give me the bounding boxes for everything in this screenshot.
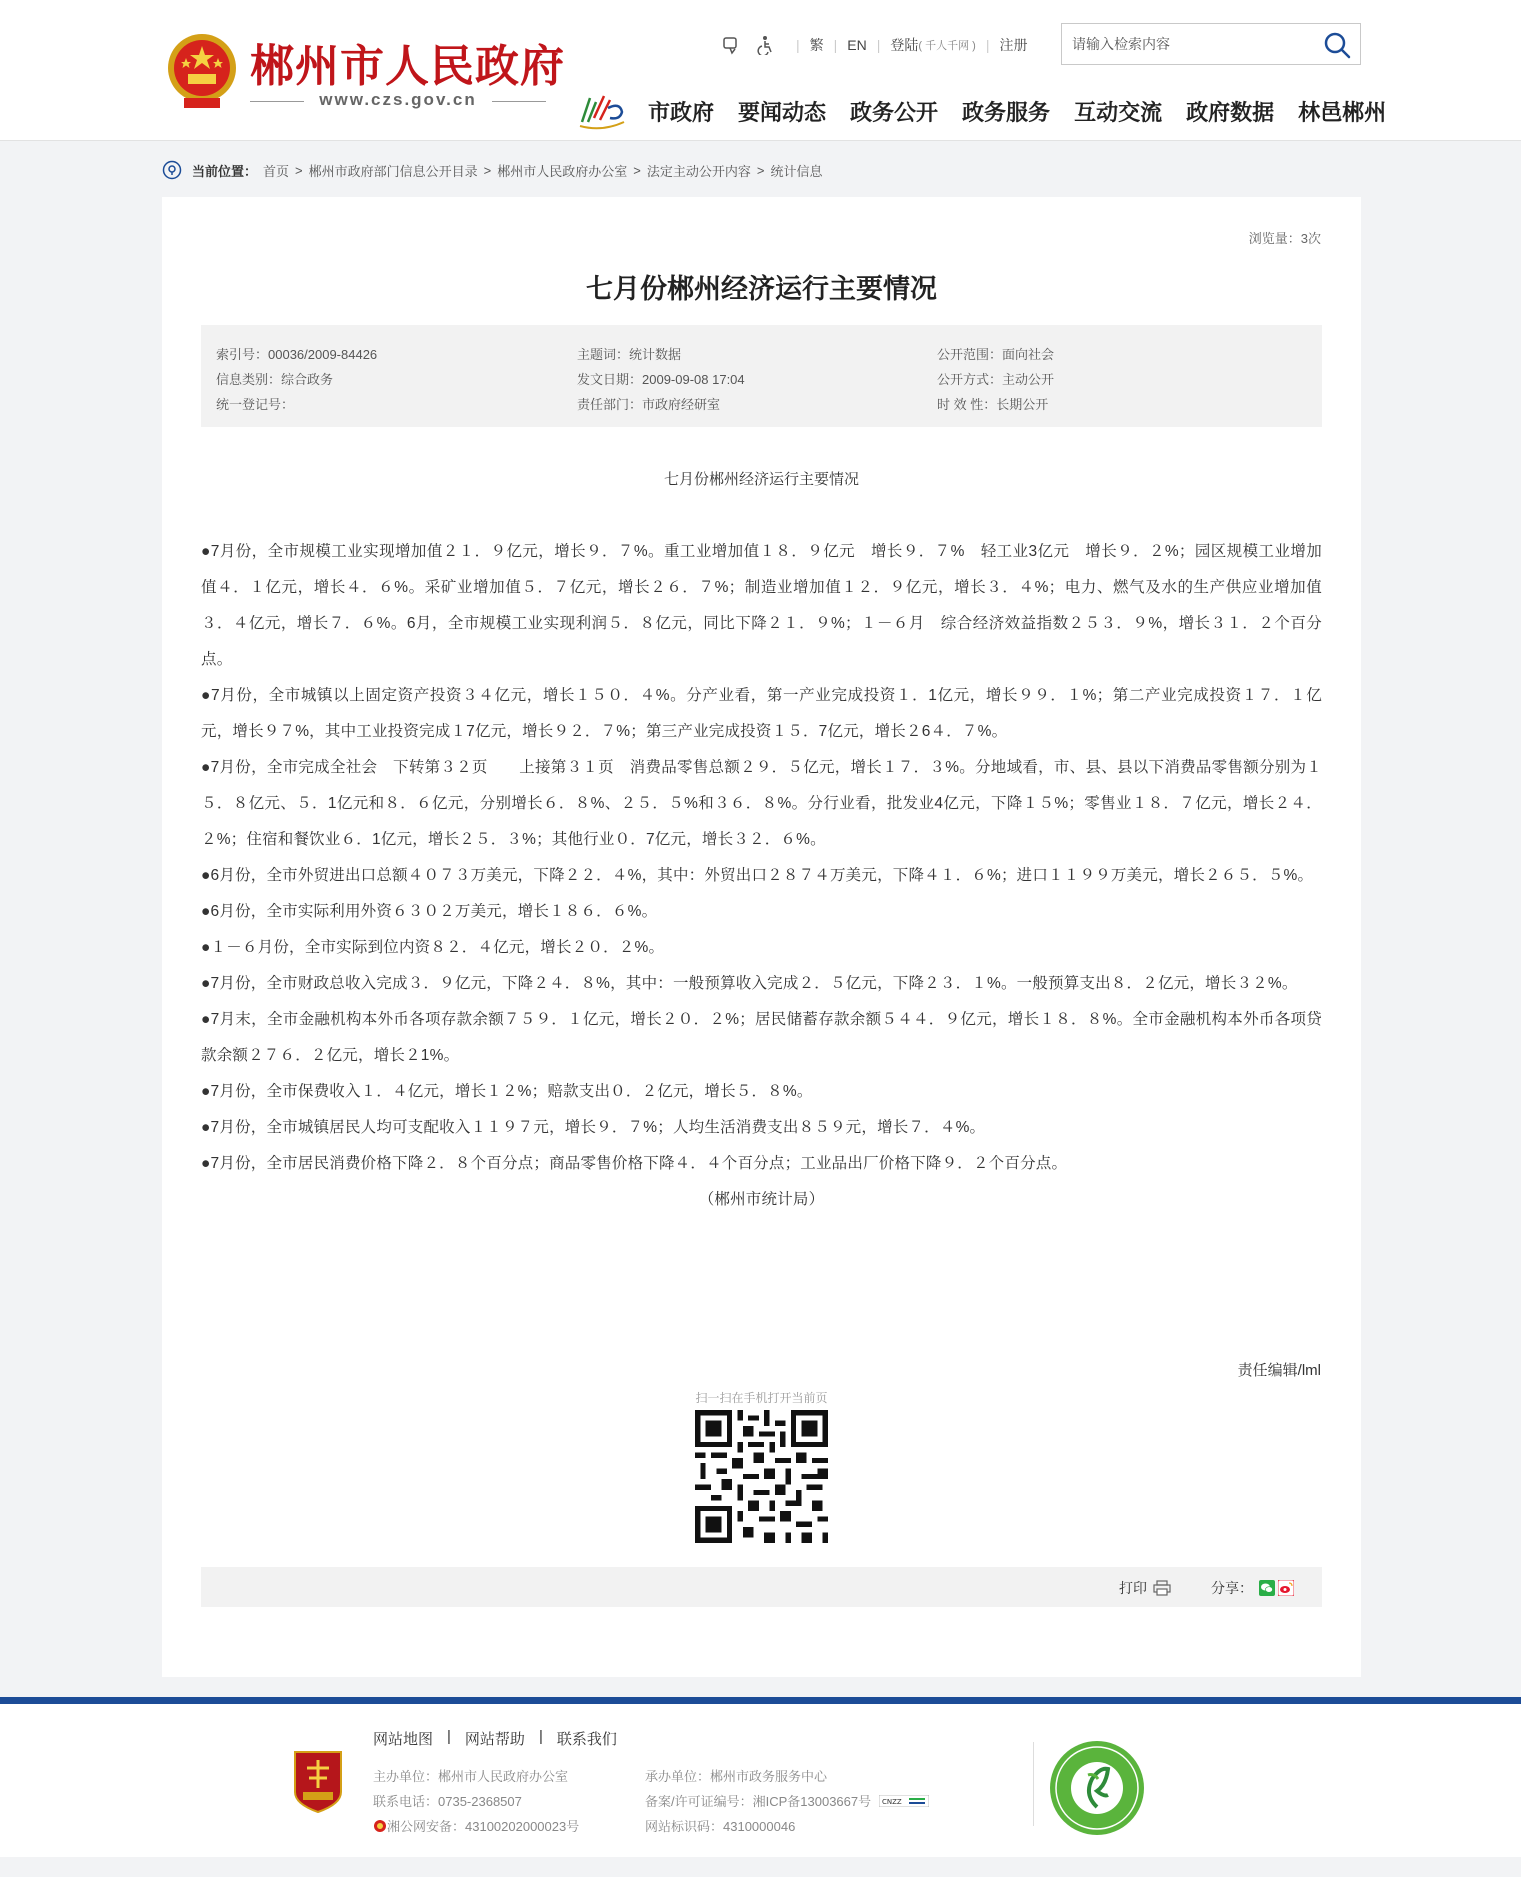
paragraph-investment: ●7月份，全市城镇以上固定资产投资３４亿元，增长１５０．４%。分产业看，第一产业完成投资１．1亿元，增长９９．１%；第二产业完成投资１７．１亿元，增长９７%，其中工业投资完成１7亿元，增长９２．７%；第三产业完成投资１５．7亿元，增长２6４．７%。 [201,687,1322,740]
site-name[interactable]: 郴州市人民政府 [250,41,565,92]
login-note: ( 千人千网 ) [918,40,976,52]
civilization-city-badge-icon[interactable] [1048,1739,1146,1837]
site-url: www.czs.gov.cn [319,90,477,109]
top-sep: | [876,37,881,53]
nav-item-news[interactable]: 要闻动态 [738,101,827,126]
meta-mode: 公开方式：主动公开 [937,372,1055,387]
footer-link-help[interactable]: 网站帮助 [464,1731,525,1748]
breadcrumb-separator: > [633,162,641,178]
top-sep: | [985,37,990,53]
top-sep: | [833,37,838,53]
paragraph-trade: ●6月份，全市外贸进出口总额４０７３万美元，下降２２．４%，其中：外贸出口２８７４万美元，下降４１．６%；进口１１９９万美元，增长２６５．５%。 [201,867,1314,884]
action-bar [201,1567,1322,1607]
english-link[interactable]: EN [847,37,867,53]
national-emblem-icon[interactable] [164,28,240,114]
search-box [1061,23,1361,65]
site-footer [0,1697,1521,1857]
footer-sep: | [447,1728,451,1745]
responsible-editor: 责任编辑/lml [1237,1362,1321,1379]
url-divider-right [492,101,546,102]
meta-keyword: 主题词：统计数据 [577,347,682,362]
footer-link-contact[interactable]: 联系我们 [556,1731,617,1748]
paragraph-prices: ●7月份，全市居民消费价格下降２．８个百分点；商品零售价格下降４．４个百分点；工业品出厂价格下降９．２个百分点。 [201,1155,1068,1172]
top-sep: | [796,37,800,53]
footer-link-sitemap[interactable]: 网站地图 [373,1731,434,1748]
paragraph-deposits: ●7月末，全市金融机构本外币各项存款余额７５９．１亿元，增长２０．２%；居民储蓄存款余额５４４．９亿元，增长１８．８%。全市金融机构本外币各项贷款余额２７６．２亿元，增长２1%。 [201,1011,1322,1064]
article-card [162,197,1361,1677]
linyi-logo-icon [576,88,628,132]
cnzz-label: CNZZ [882,1797,902,1806]
article-title: 七月份郴州经济运行主要情况 [586,274,937,305]
breadcrumb [162,160,822,180]
meta-reg-no: 统一登记号： [216,397,295,412]
top-links [722,34,1027,56]
meta-date: 发文日期：2009-09-08 17:04 [577,372,745,387]
nav-item-linyi[interactable]: 林邑郴州 [1298,101,1387,126]
footer-icp-text: 备案/许可证编号：湘ICP备13003667号 [645,1794,872,1809]
footer-site-code: 网站标识码：4310000046 [645,1819,796,1834]
paragraph-finance: ●7月份，全市财政总收入完成３．９亿元，下降２４．８%，其中：一般预算收入完成２．５亿元，下降２３．１%。一般预算支出８．２亿元，增长３２%。 [201,975,1298,992]
meta-index-no: 索引号：00036/2009-84426 [216,347,378,362]
meta-dept: 责任部门：市政府经研室 [577,397,721,412]
main-nav [648,96,1386,127]
nav-item-gov-open[interactable]: 政务公开 [850,101,939,126]
login-link[interactable]: 登陆 [890,37,919,53]
register-link[interactable]: 注册 [999,37,1028,53]
printer-icon [1153,1580,1171,1596]
breadcrumb-separator: > [295,162,303,178]
footer-phone: 联系电话：0735-2368507 [373,1794,522,1809]
nav-item-gov-data[interactable]: 政府数据 [1186,101,1275,126]
search-icon[interactable] [1322,30,1352,60]
breadcrumb-separator: > [483,162,492,178]
article-source: （郴州市统计局） [698,1191,825,1208]
footer-icp[interactable] [645,1791,929,1810]
paragraph-retail: ●7月份，全市完成全社会 下转第３２页 上接第３１页 消费品零售总额２９．５亿元，增长１７．３%。分地域看，市、县、县以下消费品零售额分别为１５．８亿元、５．1亿元和８．６亿元，分别增长６．８%、２５．５%和３６．８%。分行业看，批发业4亿元，下降１５%；零售业１８．７亿元，增长２４．２%；住宿和餐饮业６．1亿元，增长２５．３%；其他行业０．7亿元，增长３２．６%。 [201,759,1322,848]
cnzz-stat-icon[interactable] [879,1795,929,1807]
paragraph-foreign-capital: ●6月份，全市实际利用外资６３０２万美元，增长１８６．６%。 [201,903,658,920]
party-gov-badge-icon[interactable] [291,1748,345,1814]
wechat-icon[interactable] [1259,1580,1275,1596]
traditional-chinese-link[interactable]: 繁 [809,37,824,53]
print-button[interactable] [1119,1578,1171,1598]
weibo-icon[interactable] [1278,1580,1294,1596]
breadcrumb-office[interactable]: 郴州市人民政府办公室 [497,163,628,179]
footer-links [373,1728,617,1749]
search-input[interactable] [1072,24,1312,64]
article-meta [201,325,1322,427]
breadcrumb-dept-catalog[interactable]: 郴州市政府部门信息公开目录 [308,163,478,179]
breadcrumb-label: 当前位置： [192,163,258,179]
breadcrumb-statutory[interactable]: 法定主动公开内容 [646,163,751,179]
nav-item-gov-service[interactable]: 政务服务 [962,101,1051,126]
barrier-free-icon[interactable] [722,35,744,55]
share-area [1211,1578,1294,1598]
police-badge-icon [373,1819,387,1833]
paragraph-domestic-capital: ●１－６月份，全市实际到位内资８２．４亿元，增长２０．２%。 [201,939,665,956]
view-count: 浏览量：3次 [1248,231,1321,246]
paragraph-insurance: ●7月份，全市保费收入１．４亿元，增长１２%；赔款支出０．２亿元，增长５．８%。 [201,1083,813,1100]
footer-police-text: 湘公网安备：43100202000023号 [387,1819,580,1834]
footer-sep: | [538,1728,543,1745]
qr-tip: 扫一扫在手机打开当前页 [695,1391,828,1405]
breadcrumb-separator: > [756,162,765,178]
site-url-wrap [250,90,546,112]
footer-organizer: 承办单位：郴州市政务服务中心 [645,1769,828,1784]
breadcrumb-home[interactable]: 首页 [263,163,290,179]
url-divider-left [250,101,304,102]
footer-police-record[interactable] [373,1816,579,1835]
paragraph-income: ●7月份，全市城镇居民人均可支配收入１１９７元，增长９．７%；人均生活消费支出８５９元，增长７．４%。 [201,1119,986,1136]
meta-validity: 时 效 性：长期公开 [937,397,1049,412]
site-header [0,0,1521,141]
print-label: 打印 [1119,1580,1147,1596]
footer-host: 主办单位：郴州市人民政府办公室 [373,1769,569,1784]
qr-code-icon [695,1410,828,1543]
paragraph-industry: ●7月份，全市规模工业实现增加值２１．９亿元，增长９．７%。重工业增加值１８．９亿元 增长９．７% 轻工业3亿元 增长９．２%；园区规模工业增加值４．１亿元，增长４．６%。采矿业增加值５．７亿元，增长２６．７%；制造业增加值１２．９亿元，增长３．４%；电力、燃气及水的生产供应业增加值３．４亿元，增长７．６%。6月，全市规模工业实现利润５．８亿元，同比下降２１．９%；１－６月 综合经济效益指数２５３．９%，增长３１．２个百分点。 [201,543,1322,668]
meta-category: 信息类别：综合政务 [216,372,334,387]
share-label: 分享： [1211,1580,1253,1596]
breadcrumb-statistics[interactable]: 统计信息 [770,163,823,179]
article-body [201,534,1322,1218]
nav-item-interaction[interactable]: 互动交流 [1074,101,1163,126]
article-subtitle: 七月份郴州经济运行主要情况 [663,471,859,488]
location-pin-icon [162,160,182,180]
nav-item-city-gov[interactable]: 市政府 [648,101,715,126]
footer-divider [1033,1742,1034,1826]
meta-scope: 公开范围：面向社会 [937,347,1055,362]
accessibility-icon[interactable] [754,35,776,55]
